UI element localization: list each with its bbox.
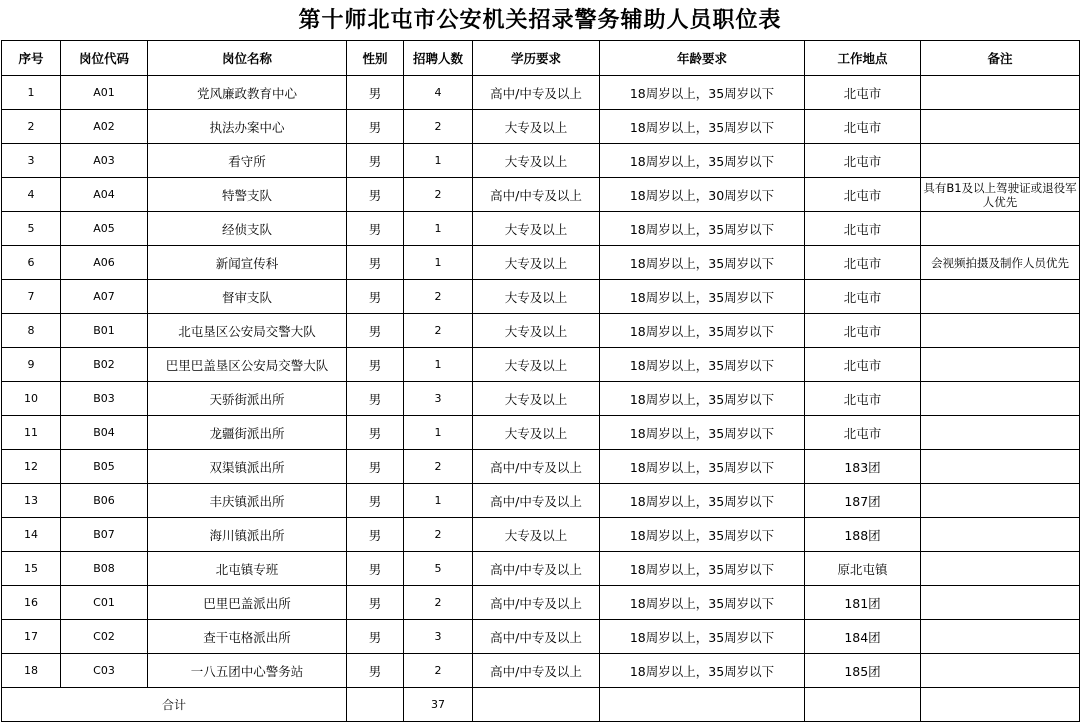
cell-age: 18周岁以上，35周岁以下 (600, 246, 805, 280)
cell-seq: 3 (2, 144, 61, 178)
cell-code: A06 (61, 246, 148, 280)
cell-code: A02 (61, 110, 148, 144)
cell-location: 北屯市 (805, 76, 921, 110)
cell-seq: 5 (2, 212, 61, 246)
table-row (2, 178, 1080, 212)
total-empty-cell (600, 688, 805, 722)
table-row (2, 280, 1080, 314)
cell-education: 大专及以上 (473, 314, 600, 348)
cell-education: 大专及以上 (473, 212, 600, 246)
cell-gender: 男 (347, 450, 404, 484)
cell-code: A07 (61, 280, 148, 314)
table-row (2, 552, 1080, 586)
cell-count: 1 (404, 416, 473, 450)
cell-education: 大专及以上 (473, 246, 600, 280)
cell-note (921, 348, 1080, 382)
cell-gender: 男 (347, 178, 404, 212)
cell-location: 北屯市 (805, 144, 921, 178)
cell-name: 天骄街派出所 (148, 382, 347, 416)
cell-name: 党风廉政教育中心 (148, 76, 347, 110)
cell-note (921, 314, 1080, 348)
cell-location: 北屯市 (805, 110, 921, 144)
cell-location: 北屯市 (805, 314, 921, 348)
cell-count: 3 (404, 620, 473, 654)
table-row (2, 654, 1080, 688)
cell-education: 高中/中专及以上 (473, 484, 600, 518)
cell-count: 1 (404, 484, 473, 518)
cell-seq: 16 (2, 586, 61, 620)
cell-note (921, 552, 1080, 586)
cell-gender: 男 (347, 314, 404, 348)
cell-location: 北屯市 (805, 178, 921, 212)
cell-location: 188团 (805, 518, 921, 552)
cell-age: 18周岁以上，35周岁以下 (600, 144, 805, 178)
cell-age: 18周岁以上，35周岁以下 (600, 280, 805, 314)
cell-education: 大专及以上 (473, 144, 600, 178)
cell-location: 187团 (805, 484, 921, 518)
cell-code: C01 (61, 586, 148, 620)
cell-seq: 8 (2, 314, 61, 348)
cell-note (921, 110, 1080, 144)
cell-location: 北屯市 (805, 280, 921, 314)
cell-age: 18周岁以上，35周岁以下 (600, 484, 805, 518)
cell-seq: 2 (2, 110, 61, 144)
header-age: 年龄要求 (600, 41, 805, 76)
cell-gender: 男 (347, 144, 404, 178)
cell-age: 18周岁以上，35周岁以下 (600, 552, 805, 586)
cell-count: 1 (404, 212, 473, 246)
cell-location: 原北屯镇 (805, 552, 921, 586)
cell-seq: 1 (2, 76, 61, 110)
cell-name: 龙疆街派出所 (148, 416, 347, 450)
cell-code: C03 (61, 654, 148, 688)
cell-count: 1 (404, 144, 473, 178)
table-row (2, 314, 1080, 348)
cell-age: 18周岁以上，35周岁以下 (600, 620, 805, 654)
table-row (2, 76, 1080, 110)
cell-note (921, 212, 1080, 246)
header-seq: 序号 (2, 41, 61, 76)
cell-age: 18周岁以上，35周岁以下 (600, 348, 805, 382)
table-row (2, 382, 1080, 416)
cell-gender: 男 (347, 280, 404, 314)
cell-count: 1 (404, 246, 473, 280)
cell-code: A04 (61, 178, 148, 212)
cell-seq: 9 (2, 348, 61, 382)
total-label: 合计 (2, 688, 347, 722)
cell-code: A03 (61, 144, 148, 178)
cell-seq: 11 (2, 416, 61, 450)
cell-seq: 14 (2, 518, 61, 552)
cell-gender: 男 (347, 382, 404, 416)
cell-gender: 男 (347, 76, 404, 110)
cell-seq: 17 (2, 620, 61, 654)
cell-seq: 13 (2, 484, 61, 518)
cell-location: 北屯市 (805, 212, 921, 246)
cell-age: 18周岁以上，30周岁以下 (600, 178, 805, 212)
cell-name: 经侦支队 (148, 212, 347, 246)
cell-education: 高中/中专及以上 (473, 76, 600, 110)
cell-education: 高中/中专及以上 (473, 586, 600, 620)
cell-note (921, 654, 1080, 688)
cell-education: 大专及以上 (473, 518, 600, 552)
cell-code: B05 (61, 450, 148, 484)
cell-gender: 男 (347, 212, 404, 246)
cell-age: 18周岁以上，35周岁以下 (600, 110, 805, 144)
position-table (1, 40, 1080, 722)
header-education: 学历要求 (473, 41, 600, 76)
cell-gender: 男 (347, 484, 404, 518)
table-row (2, 586, 1080, 620)
cell-name: 巴里巴盖垦区公安局交警大队 (148, 348, 347, 382)
cell-count: 2 (404, 450, 473, 484)
cell-age: 18周岁以上，35周岁以下 (600, 212, 805, 246)
cell-gender: 男 (347, 654, 404, 688)
cell-education: 高中/中专及以上 (473, 450, 600, 484)
cell-name: 新闻宣传科 (148, 246, 347, 280)
header-location: 工作地点 (805, 41, 921, 76)
cell-code: B04 (61, 416, 148, 450)
cell-note (921, 416, 1080, 450)
table-title: 第十师北屯市公安机关招录警务辅助人员职位表 (298, 7, 782, 33)
cell-name: 查干屯格派出所 (148, 620, 347, 654)
header-name: 岗位名称 (148, 41, 347, 76)
cell-age: 18周岁以上，35周岁以下 (600, 450, 805, 484)
cell-note: 具有B1及以上驾驶证或退役军人优先 (921, 178, 1080, 212)
cell-location: 北屯市 (805, 382, 921, 416)
cell-note (921, 484, 1080, 518)
cell-name: 一八五团中心警务站 (148, 654, 347, 688)
cell-code: A05 (61, 212, 148, 246)
cell-name: 看守所 (148, 144, 347, 178)
cell-education: 高中/中专及以上 (473, 552, 600, 586)
cell-name: 北屯镇专班 (148, 552, 347, 586)
cell-count: 1 (404, 348, 473, 382)
cell-note (921, 76, 1080, 110)
total-empty-cell (921, 688, 1080, 722)
cell-gender: 男 (347, 110, 404, 144)
table-row (2, 518, 1080, 552)
header-code: 岗位代码 (61, 41, 148, 76)
table-row (2, 246, 1080, 280)
cell-count: 3 (404, 382, 473, 416)
cell-location: 185团 (805, 654, 921, 688)
cell-location: 181团 (805, 586, 921, 620)
cell-note (921, 382, 1080, 416)
cell-age: 18周岁以上，35周岁以下 (600, 314, 805, 348)
cell-count: 2 (404, 586, 473, 620)
header-note: 备注 (921, 41, 1080, 76)
cell-education: 大专及以上 (473, 416, 600, 450)
cell-education: 大专及以上 (473, 382, 600, 416)
cell-age: 18周岁以上，35周岁以下 (600, 382, 805, 416)
table-row (2, 144, 1080, 178)
cell-education: 大专及以上 (473, 280, 600, 314)
cell-count: 2 (404, 178, 473, 212)
cell-name: 北屯垦区公安局交警大队 (148, 314, 347, 348)
total-empty-cell (805, 688, 921, 722)
cell-note (921, 450, 1080, 484)
cell-count: 2 (404, 110, 473, 144)
header-gender: 性别 (347, 41, 404, 76)
cell-note (921, 280, 1080, 314)
cell-seq: 18 (2, 654, 61, 688)
cell-gender: 男 (347, 518, 404, 552)
cell-location: 183团 (805, 450, 921, 484)
cell-age: 18周岁以上，35周岁以下 (600, 76, 805, 110)
cell-code: A01 (61, 76, 148, 110)
cell-age: 18周岁以上，35周岁以下 (600, 586, 805, 620)
cell-note (921, 586, 1080, 620)
cell-note: 会视频拍摄及制作人员优先 (921, 246, 1080, 280)
cell-location: 北屯市 (805, 416, 921, 450)
cell-education: 大专及以上 (473, 110, 600, 144)
cell-code: B01 (61, 314, 148, 348)
cell-location: 北屯市 (805, 246, 921, 280)
cell-gender: 男 (347, 620, 404, 654)
cell-education: 大专及以上 (473, 348, 600, 382)
cell-gender: 男 (347, 416, 404, 450)
cell-count: 2 (404, 280, 473, 314)
cell-age: 18周岁以上，35周岁以下 (600, 416, 805, 450)
cell-education: 高中/中专及以上 (473, 620, 600, 654)
table-row (2, 416, 1080, 450)
table-row (2, 348, 1080, 382)
table-row (2, 620, 1080, 654)
cell-gender: 男 (347, 552, 404, 586)
header-row (2, 41, 1080, 76)
total-empty-cell (473, 688, 600, 722)
cell-location: 北屯市 (805, 348, 921, 382)
total-empty-cell (347, 688, 404, 722)
cell-seq: 4 (2, 178, 61, 212)
cell-name: 特警支队 (148, 178, 347, 212)
cell-seq: 15 (2, 552, 61, 586)
cell-seq: 10 (2, 382, 61, 416)
cell-gender: 男 (347, 586, 404, 620)
cell-count: 2 (404, 518, 473, 552)
cell-count: 2 (404, 314, 473, 348)
cell-gender: 男 (347, 246, 404, 280)
cell-count: 4 (404, 76, 473, 110)
table-row (2, 450, 1080, 484)
cell-seq: 12 (2, 450, 61, 484)
cell-code: B07 (61, 518, 148, 552)
cell-education: 高中/中专及以上 (473, 178, 600, 212)
cell-location: 184团 (805, 620, 921, 654)
cell-note (921, 620, 1080, 654)
cell-age: 18周岁以上，35周岁以下 (600, 518, 805, 552)
cell-seq: 6 (2, 246, 61, 280)
cell-name: 双渠镇派出所 (148, 450, 347, 484)
cell-count: 5 (404, 552, 473, 586)
cell-seq: 7 (2, 280, 61, 314)
cell-age: 18周岁以上，35周岁以下 (600, 654, 805, 688)
cell-code: B08 (61, 552, 148, 586)
cell-code: B06 (61, 484, 148, 518)
total-count: 37 (404, 688, 473, 722)
cell-name: 督审支队 (148, 280, 347, 314)
cell-name: 海川镇派出所 (148, 518, 347, 552)
cell-code: B02 (61, 348, 148, 382)
cell-education: 高中/中专及以上 (473, 654, 600, 688)
cell-note (921, 518, 1080, 552)
cell-count: 2 (404, 654, 473, 688)
cell-gender: 男 (347, 348, 404, 382)
cell-code: C02 (61, 620, 148, 654)
cell-name: 执法办案中心 (148, 110, 347, 144)
table-row (2, 212, 1080, 246)
table-row (2, 110, 1080, 144)
cell-name: 丰庆镇派出所 (148, 484, 347, 518)
table-row (2, 484, 1080, 518)
header-count: 招聘人数 (404, 41, 473, 76)
cell-name: 巴里巴盖派出所 (148, 586, 347, 620)
cell-note (921, 144, 1080, 178)
total-row (2, 688, 1080, 722)
cell-code: B03 (61, 382, 148, 416)
